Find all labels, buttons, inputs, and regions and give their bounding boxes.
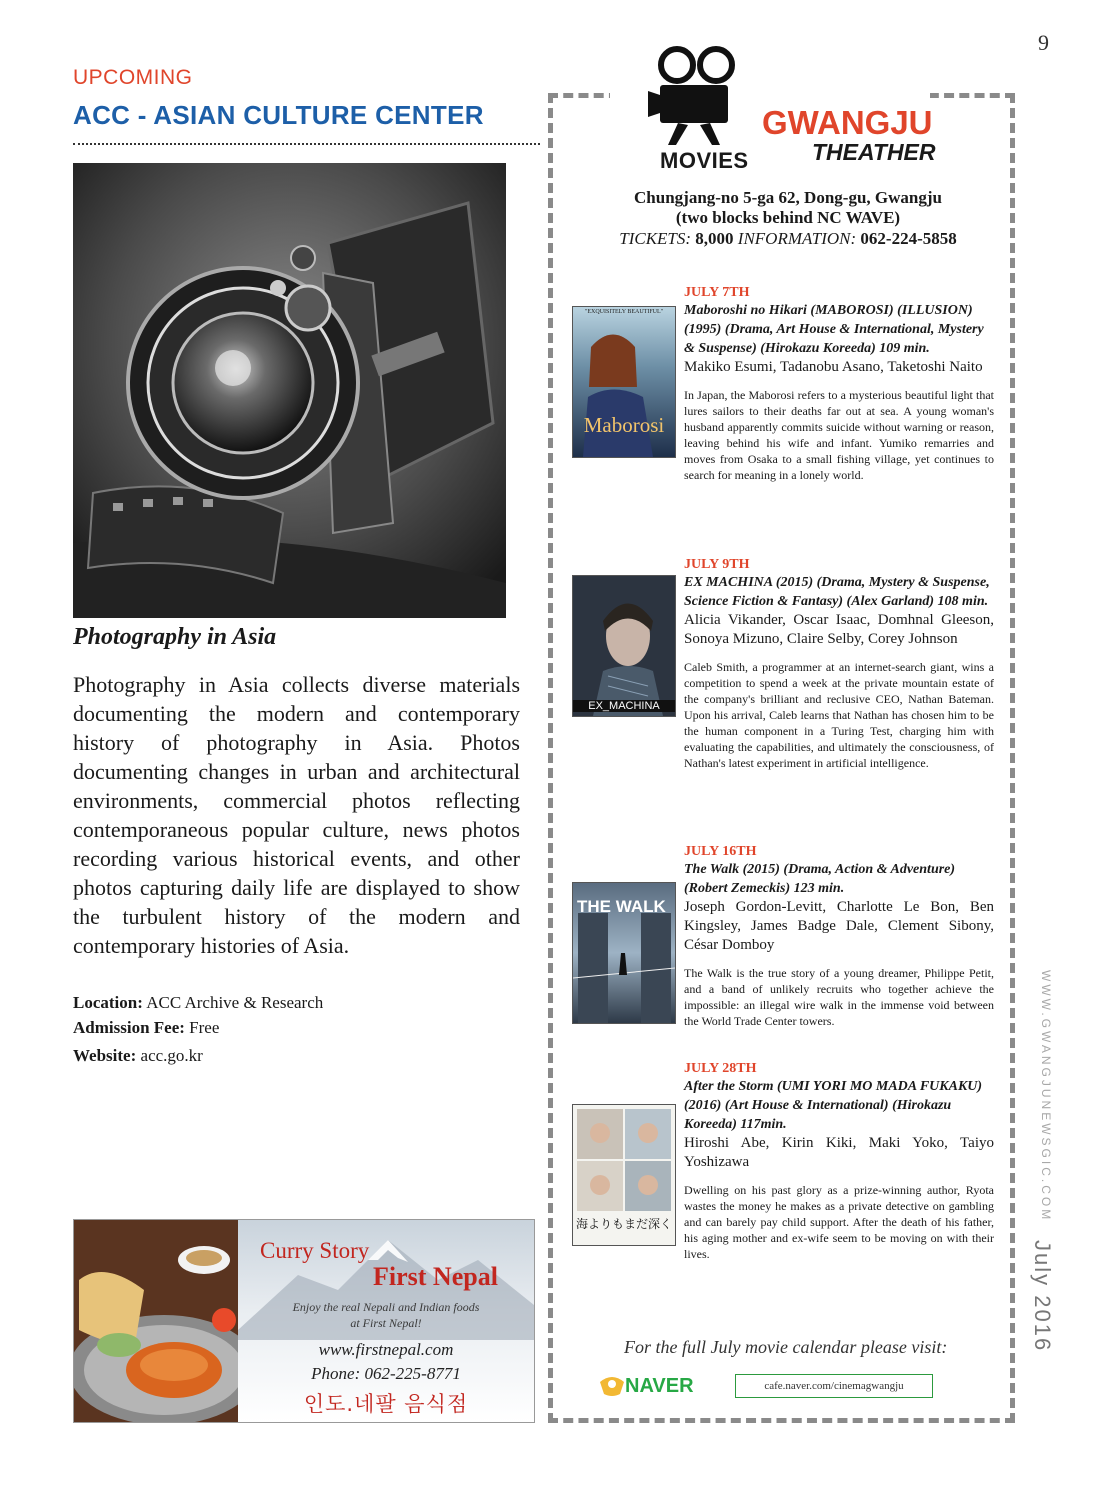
movie-description: Caleb Smith, a programmer at an internet-search giant, wins a competition to spend a week at the private mountain estate of the company's brilliant and reclusive CEO, Nathan Bateman. Upon his arrival, Caleb learns that Nathan has chosen him to be the human component in a Turing Test, charging him with evaluating the capabilities, and ultimately the consciousness, of Nathan's latest experiment in artificial intelligence. (684, 660, 994, 770)
poster-tagline: "EXQUISITELY BEAUTIFUL" (584, 309, 664, 315)
location-line (73, 993, 323, 1013)
movie-date: JULY 28TH (684, 1061, 757, 1076)
naver-icon (598, 1372, 626, 1403)
ad-korean-text: 인도.네팔 음식점 (303, 1392, 469, 1416)
location-value: ACC Archive & Research (146, 993, 324, 1012)
poster-title: EX_MACHINA (573, 700, 675, 712)
movie-title: After the Storm (UMI YORI MO MADA FUKAKU) (2016) (Art House & International) (Hirokazu Koreeda) 117min. (684, 1079, 983, 1132)
ad-website[interactable]: www.firstnepal.com (318, 1340, 454, 1359)
ad-text-panel (238, 1220, 534, 1422)
movie-cast: Makiko Esumi, Tadanobu Asano, Taketoshi Naito (684, 359, 983, 375)
movie-camera-icon (648, 45, 740, 155)
information-phone: 062-224-5858 (860, 229, 957, 248)
ad-title-line2: First Nepal (373, 1262, 498, 1291)
fee-label: Admission Fee: (73, 1018, 185, 1037)
food-photo (74, 1220, 238, 1422)
website-link[interactable]: acc.go.kr (140, 1046, 203, 1065)
theater-name-line2: THEATHER (812, 139, 936, 165)
movie-title: Maboroshi no Hikari (MABOROSI) (ILLUSION) (1995) (Drama, Art House & International, Mystery & Suspense) (Hirokazu Koreeda) 109 min. (684, 303, 984, 356)
movie-title: The Walk (2015) (Drama, Action & Adventure) (Robert Zemeckis) 123 min. (684, 862, 956, 896)
vertical-issue-date: July 2016 (1030, 1240, 1055, 1353)
ad-tagline-2: at First Nepal! (350, 1316, 422, 1330)
movie-poster[interactable] (572, 306, 676, 458)
movie-listing (684, 285, 994, 483)
movie-cast: Joseph Gordon-Levitt, Charlotte Le Bon, Ben Kingsley, James Badge Dale, Clement Sibony, César Domboy (684, 899, 994, 953)
section-title: ACC - ASIAN CULTURE CENTER (73, 100, 484, 130)
poster-title: Maborosi (583, 413, 665, 437)
movie-listing (684, 557, 994, 771)
dotted-divider (73, 143, 540, 145)
movie-title: EX MACHINA (2015) (Drama, Mystery & Suspense, Science Fiction & Fantasy) (Alex Garland) 108 min. (684, 575, 990, 609)
information-label: INFORMATION: (737, 229, 857, 248)
poster-title: THE WALK (577, 897, 666, 916)
movie-date: JULY 7TH (684, 285, 750, 300)
movie-poster[interactable] (572, 882, 676, 1024)
movie-listing (684, 844, 994, 1029)
fee-value: Free (189, 1018, 220, 1037)
restaurant-advertisement[interactable] (73, 1219, 535, 1423)
movie-poster[interactable] (572, 1104, 676, 1246)
location-label: Location: (73, 993, 143, 1012)
exhibit-title: Photography in Asia (73, 624, 277, 650)
naver-logo-text: NAVER (625, 1375, 694, 1397)
theater-address: Chungjang-no 5-ga 62, Dong-gu, Gwangju (634, 188, 942, 207)
exhibit-description: Photography in Asia collects diverse materials documenting the modern and contemporary history of photography in Asia. Photos documenting changes in urban and architectural environments, commercial photos reflecting contemporaneous popular culture, news photos recording various historical events, and other photos capturing daily life are displayed to show the turbulent history of the modern and contemporary histories of Asia. (73, 672, 520, 958)
fee-line (73, 1018, 219, 1038)
movie-cast: Alicia Vikander, Oscar Isaac, Domhnal Gleeson, Sonoya Mizuno, Claire Selby, Corey Johnson (684, 612, 994, 647)
movies-label: MOVIES (660, 148, 749, 173)
vertical-website-url: WWW.GWANGJUNEWSGIC.COM (1039, 970, 1053, 1223)
website-line (73, 1046, 203, 1066)
movie-cast: Hiroshi Abe, Kirin Kiki, Maki Yoko, Taiyo Yoshizawa (684, 1135, 994, 1170)
theater-address-note: (two blocks behind NC WAVE) (675, 208, 901, 227)
vintage-camera-photo (73, 163, 506, 618)
tickets-price: 8,000 (695, 229, 734, 248)
section-kicker: UPCOMING (73, 66, 193, 89)
movie-listing (684, 1061, 994, 1262)
tickets-label: TICKETS: (619, 229, 692, 248)
movie-description: The Walk is the true story of a young dreamer, Philippe Petit, and a band of unlikely recruits who together achieve the impossible: an illegal wire walk in the immense void between the World Trade Center towers. (684, 966, 994, 1028)
movie-date: JULY 16TH (684, 844, 757, 859)
movie-poster[interactable] (572, 575, 676, 717)
movie-description: In Japan, the Maborosi refers to a mysterious beautiful light that lures sailors to their deaths far out at sea. A young woman's husband apparently commits suicide without warning or reason, leaving behind his wife and infant. Yumiko remarries and moves from Osaka to a small fishing village, yet continues to search for meaning in a lonely world. (684, 388, 994, 482)
naver-url-link[interactable]: cafe.naver.com/cinemagwangju (735, 1374, 933, 1398)
ad-title-line1: Curry Story (260, 1238, 370, 1263)
movie-date: JULY 9TH (684, 557, 750, 572)
calendar-note: For the full July movie calendar please visit: (624, 1337, 948, 1357)
theater-name-line1: GWANGJU (762, 104, 933, 141)
ad-phone: Phone: 062-225-8771 (311, 1364, 461, 1383)
movie-description: Dwelling on his past glory as a prize-winning author, Ryota wastes the money he makes as a private detective on gambling and can barely pay child support. After the death of his father, his aging mother and ex-wife seem to be moving on with their lives. (684, 1183, 994, 1261)
ad-tagline-1: Enjoy the real Nepali and Indian foods (292, 1300, 480, 1314)
ticket-info-line (568, 229, 1008, 249)
page-number: 9 (1038, 30, 1049, 55)
poster-title: 海よりもまだ深く (575, 1217, 672, 1231)
website-label: Website: (73, 1046, 137, 1065)
